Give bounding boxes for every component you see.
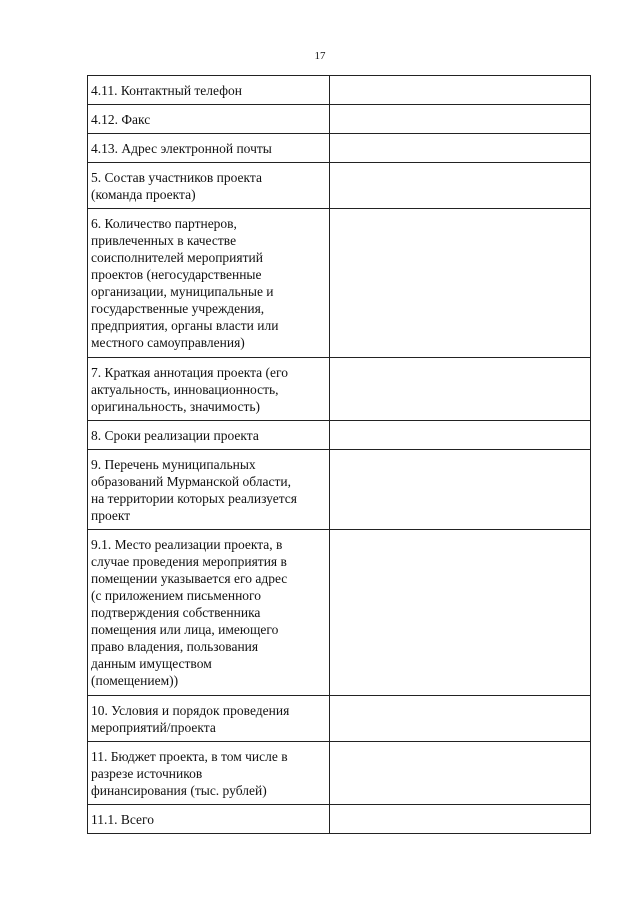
row-label: 5. Состав участников проекта (команда проекта) bbox=[88, 163, 330, 209]
row-value-cell[interactable] bbox=[330, 358, 591, 421]
row-label: 8. Сроки реализации проекта bbox=[88, 421, 330, 450]
row-label: 7. Краткая аннотация проекта (его актуальность, инновационность, оригинальность, значимость) bbox=[88, 358, 330, 421]
row-label: 9.1. Место реализации проекта, в случае проведения мероприятия в помещении указывается его адрес (с приложением письменного подтверждения собственника помещения или лица, имеющего право владения, пользования данным имуществом (помещением)) bbox=[88, 530, 330, 696]
row-value-cell[interactable] bbox=[330, 209, 591, 358]
row-value-cell[interactable] bbox=[330, 163, 591, 209]
row-label: 10. Условия и порядок проведения мероприятий/проекта bbox=[88, 696, 330, 742]
row-label: 6. Количество партнеров, привлеченных в качестве соисполнителей мероприятий проектов (негосударственные организации, муниципальные и государственные учреждения, предприятия, органы власти или местного самоуправления) bbox=[88, 209, 330, 358]
table-row bbox=[88, 134, 591, 163]
row-label: 4.12. Факс bbox=[88, 105, 330, 134]
row-value-cell[interactable] bbox=[330, 134, 591, 163]
table-row bbox=[88, 742, 591, 805]
table-row bbox=[88, 421, 591, 450]
row-value-cell[interactable] bbox=[330, 696, 591, 742]
table-row bbox=[88, 358, 591, 421]
row-value-cell[interactable] bbox=[330, 805, 591, 834]
row-value-cell[interactable] bbox=[330, 530, 591, 696]
row-label: 11. Бюджет проекта, в том числе в разрезе источников финансирования (тыс. рублей) bbox=[88, 742, 330, 805]
row-label: 4.11. Контактный телефон bbox=[88, 76, 330, 105]
row-value-cell[interactable] bbox=[330, 76, 591, 105]
row-label: 9. Перечень муниципальных образований Мурманской области, на территории которых реализуется проект bbox=[88, 450, 330, 530]
row-value-cell[interactable] bbox=[330, 742, 591, 805]
table-row bbox=[88, 805, 591, 834]
table-row bbox=[88, 209, 591, 358]
row-value-cell[interactable] bbox=[330, 450, 591, 530]
application-form-table bbox=[87, 75, 591, 834]
row-value-cell[interactable] bbox=[330, 421, 591, 450]
table-row bbox=[88, 105, 591, 134]
page-number: 17 bbox=[314, 50, 326, 62]
table-row bbox=[88, 696, 591, 742]
table-row bbox=[88, 76, 591, 105]
table-row bbox=[88, 163, 591, 209]
table-row bbox=[88, 530, 591, 696]
row-label: 4.13. Адрес электронной почты bbox=[88, 134, 330, 163]
row-value-cell[interactable] bbox=[330, 105, 591, 134]
row-label: 11.1. Всего bbox=[88, 805, 330, 834]
table-row bbox=[88, 450, 591, 530]
